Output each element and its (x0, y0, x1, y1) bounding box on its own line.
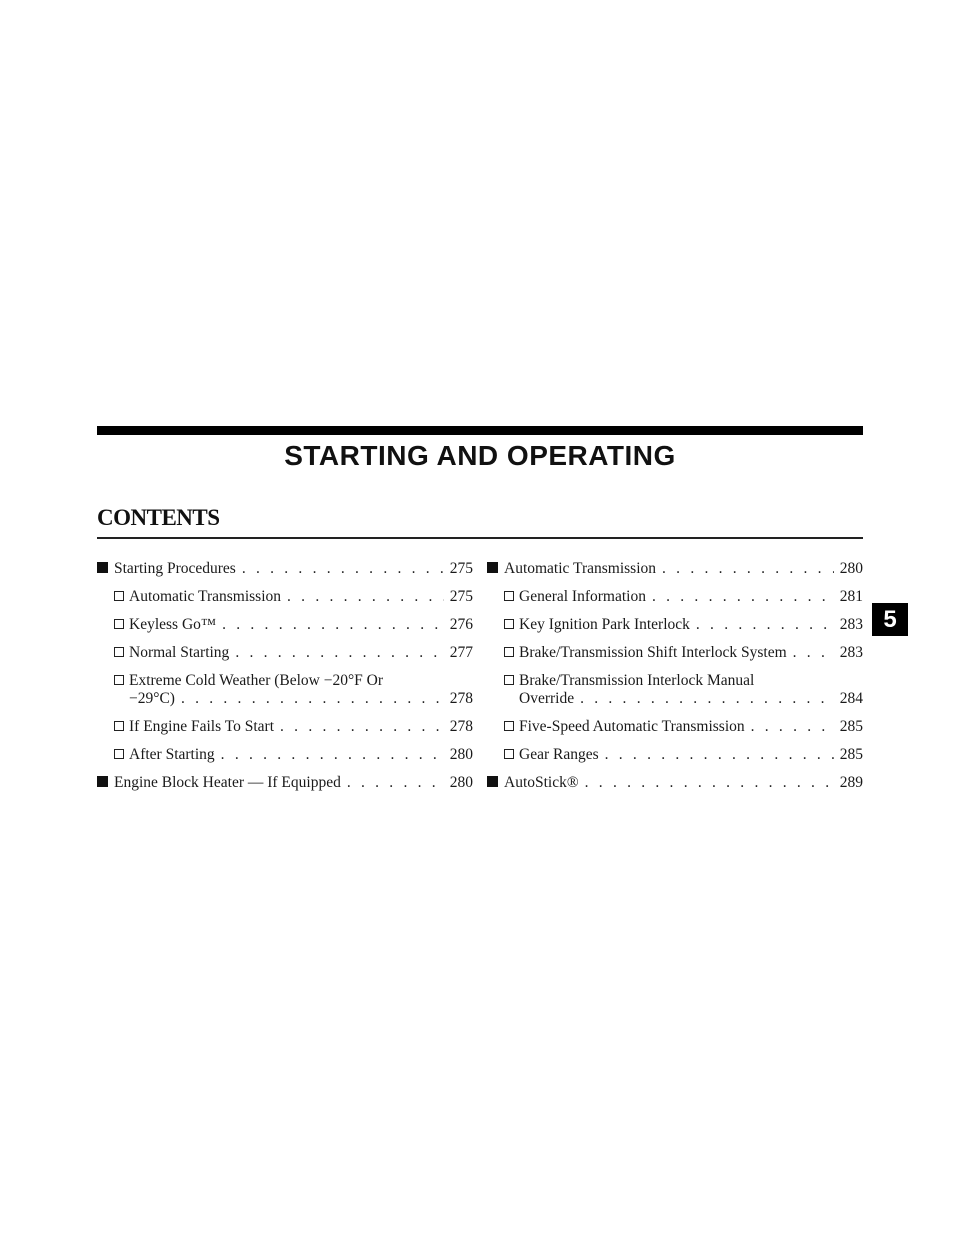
square-bullet-icon (487, 562, 498, 573)
dot-leader (242, 560, 444, 578)
toc-entry-title-line1: Brake/Transmission Interlock Manual (519, 672, 755, 689)
dot-leader (280, 718, 444, 736)
toc-entry[interactable] (487, 672, 863, 708)
dot-leader (580, 690, 834, 708)
dot-leader (222, 616, 444, 634)
toc-entry-page: 276 (449, 616, 473, 633)
toc-entry-title: After Starting (129, 746, 215, 763)
toc-entry-title: Automatic Transmission (129, 588, 282, 605)
toc-entry[interactable] (487, 746, 863, 764)
dot-leader (181, 690, 444, 708)
section-tab: 5 (872, 603, 908, 636)
dot-leader (793, 644, 834, 662)
dot-leader (751, 718, 834, 736)
contents-divider (97, 537, 863, 539)
toc-entry-page: 284 (839, 690, 863, 707)
toc-entry-page: 280 (839, 560, 863, 577)
hollow-square-bullet-icon (114, 619, 124, 629)
toc-entry-title: Key Ignition Park Interlock (519, 616, 690, 633)
toc-entry-title: Override (519, 690, 575, 707)
hollow-square-bullet-icon (504, 619, 514, 629)
hollow-square-bullet-icon (504, 675, 514, 685)
dot-leader (347, 774, 444, 792)
toc-entry-title: AutoStick® (504, 774, 579, 791)
hollow-square-bullet-icon (114, 647, 124, 657)
square-bullet-icon (97, 776, 108, 787)
toc-entry[interactable] (97, 746, 473, 764)
toc-entry-title: Engine Block Heater — If Equipped (114, 774, 341, 791)
hollow-square-bullet-icon (504, 749, 514, 759)
toc-entry-page: 283 (839, 644, 863, 661)
hollow-square-bullet-icon (114, 675, 124, 685)
toc-left-column (97, 560, 473, 802)
toc-entry[interactable] (97, 616, 473, 634)
hollow-square-bullet-icon (504, 647, 514, 657)
toc-entry[interactable] (487, 560, 863, 578)
toc-entry[interactable] (487, 616, 863, 634)
dot-leader (585, 774, 834, 792)
toc-entry[interactable] (97, 672, 473, 708)
toc-entry-title: −29°C) (129, 690, 175, 707)
toc-entry[interactable] (487, 774, 863, 792)
toc-entry[interactable] (487, 644, 863, 662)
dot-leader (605, 746, 834, 764)
toc-entry-page: 280 (449, 774, 473, 791)
toc-entry-title: Gear Ranges (519, 746, 599, 763)
toc-entry-page: 277 (449, 644, 473, 661)
toc-entry-page: 285 (839, 746, 863, 763)
toc-entry-title: Keyless Go™ (129, 616, 217, 633)
chapter-title: STARTING AND OPERATING (284, 440, 676, 471)
hollow-square-bullet-icon (114, 591, 124, 601)
toc-entry-page: 275 (449, 588, 473, 605)
toc-entry-page: 281 (839, 588, 863, 605)
toc-entry-title: General Information (519, 588, 646, 605)
hollow-square-bullet-icon (114, 721, 124, 731)
toc-entry[interactable] (97, 774, 473, 792)
square-bullet-icon (97, 562, 108, 573)
toc-entry[interactable] (487, 588, 863, 606)
toc-entry[interactable] (97, 718, 473, 736)
toc-entry[interactable] (487, 718, 863, 736)
toc-right-column (487, 560, 863, 802)
hollow-square-bullet-icon (504, 591, 514, 601)
toc-entry-page: 285 (839, 718, 863, 735)
toc-entry-page: 278 (449, 690, 473, 707)
dot-leader (696, 616, 834, 634)
toc-entry-title: If Engine Fails To Start (129, 718, 275, 735)
toc-entry-title: Starting Procedures (114, 560, 236, 577)
toc-entry-title: Five-Speed Automatic Transmission (519, 718, 745, 735)
toc-entry-title: Normal Starting (129, 644, 230, 661)
toc-entry-page: 275 (449, 560, 473, 577)
toc-entry-title: Brake/Transmission Shift Interlock System (519, 644, 787, 661)
dot-leader (221, 746, 444, 764)
dot-leader (287, 588, 444, 606)
hollow-square-bullet-icon (114, 749, 124, 759)
chapter-header-bar (97, 426, 863, 435)
toc-entry[interactable] (97, 644, 473, 662)
square-bullet-icon (487, 776, 498, 787)
toc-entry[interactable] (97, 560, 473, 578)
toc-entry-page: 289 (839, 774, 863, 791)
toc-entry-page: 280 (449, 746, 473, 763)
toc-entry-page: 278 (449, 718, 473, 735)
toc-entry-title: Automatic Transmission (504, 560, 657, 577)
toc-entry[interactable] (97, 588, 473, 606)
contents-heading: CONTENTS (97, 505, 220, 530)
toc-entry-title-line1: Extreme Cold Weather (Below −20°F Or (129, 672, 384, 689)
dot-leader (662, 560, 834, 578)
toc-entry-page: 283 (839, 616, 863, 633)
dot-leader (652, 588, 834, 606)
hollow-square-bullet-icon (504, 721, 514, 731)
dot-leader (235, 644, 443, 662)
